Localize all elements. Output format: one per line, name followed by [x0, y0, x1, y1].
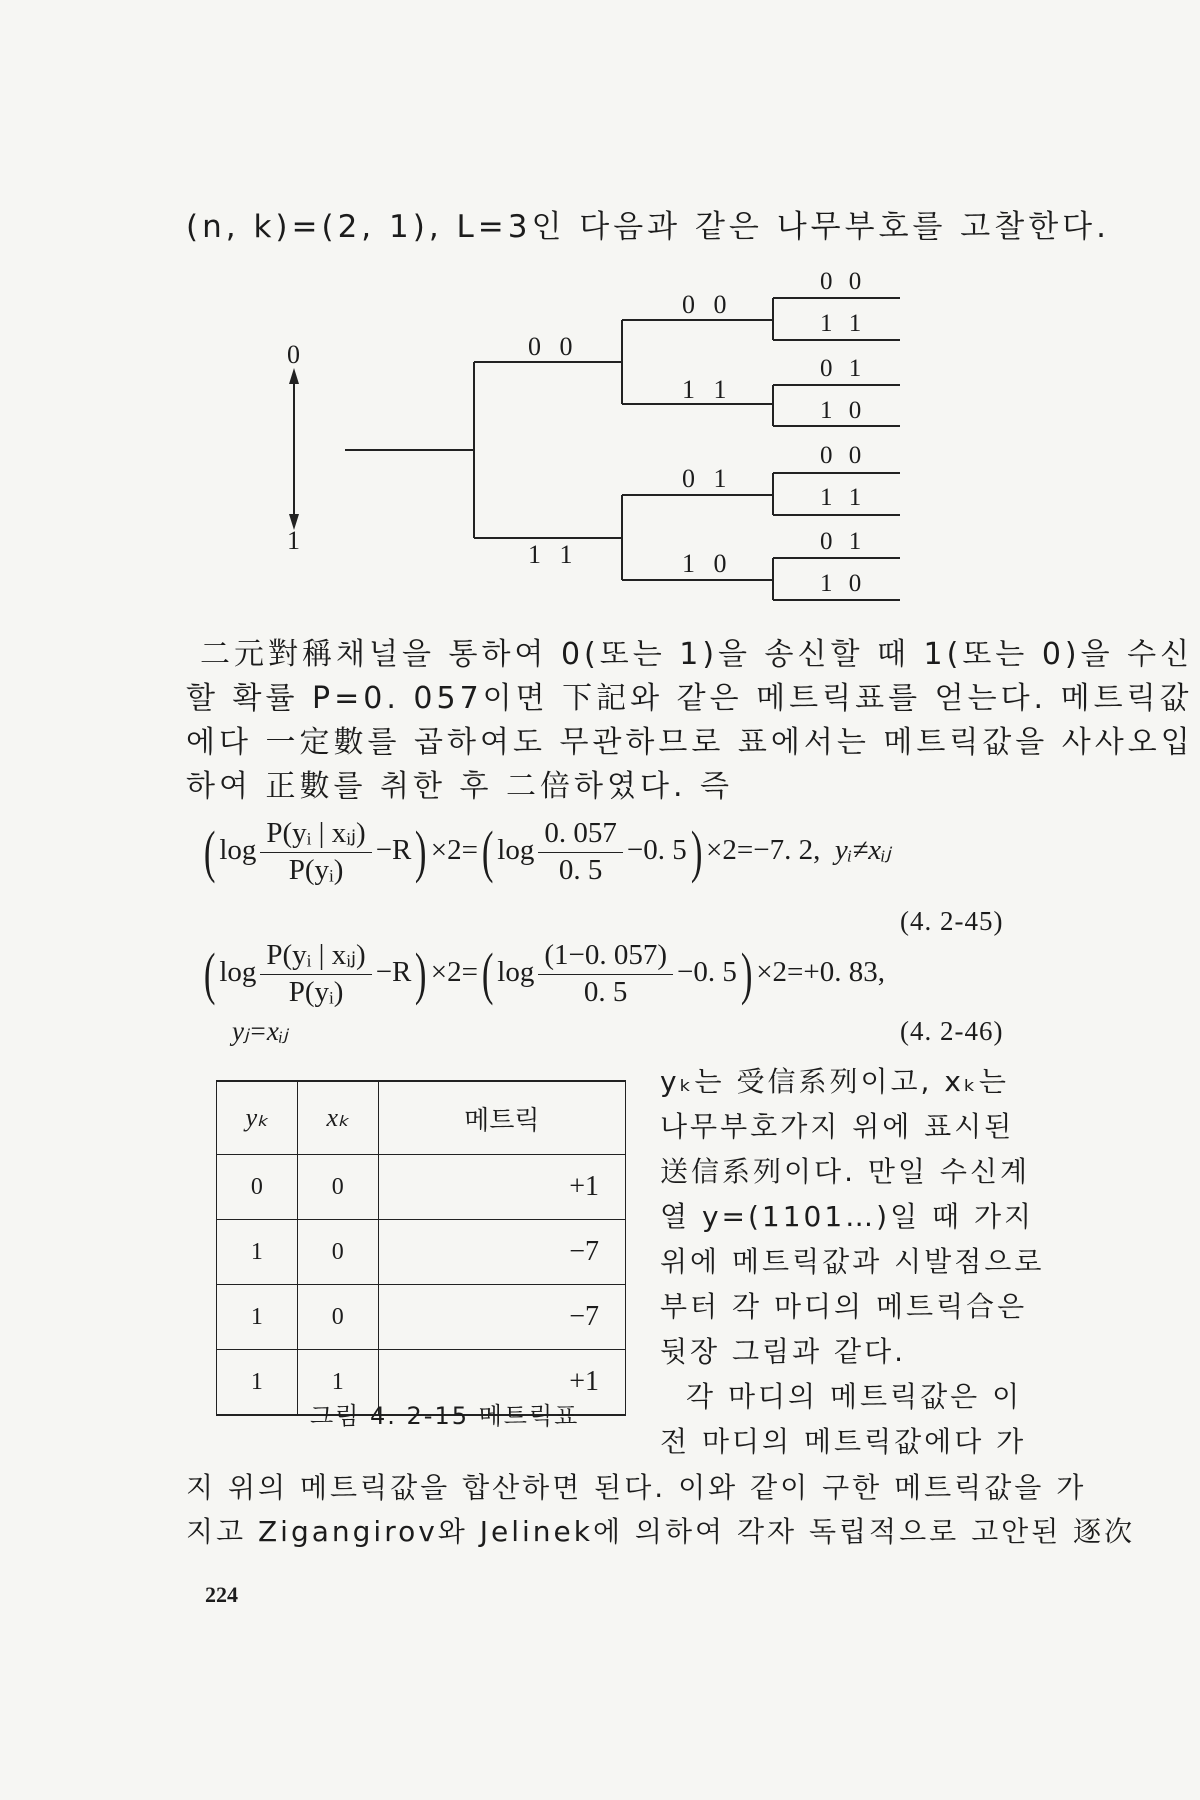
intro-line: (n, k)=(2, 1), L=3인 다음과 같은 나무부호를 고찰한다. — [186, 209, 1110, 245]
tree-label-l1-0: 0 0 — [528, 332, 579, 361]
tree-label-l3-0: 0 0 — [820, 268, 867, 295]
tree-label-l2-2: 0 1 — [682, 464, 733, 493]
table-header-row — [217, 1081, 626, 1155]
tree-label-l2-1: 1 1 — [682, 375, 733, 404]
side-text-line-1: yₖ는 受信系列이고, xₖ는 — [660, 1065, 1009, 1098]
table-row: 1 0 −7 — [217, 1285, 626, 1350]
header-yk: yₖ — [217, 1081, 298, 1155]
paragraph1-line-4: 하여 正數를 취한 후 二倍하였다. 즉 — [186, 769, 734, 804]
side-text-line-2: 나무부호가지 위에 표시된 — [660, 1110, 1015, 1143]
table-caption: 그림 4. 2-15 메트릭표 — [310, 1402, 580, 1430]
axis-top-label: 0 — [287, 340, 300, 369]
side-text-line-5: 위에 메트릭값과 시발점으로 — [660, 1245, 1045, 1278]
header-metric: 메트릭 — [378, 1081, 625, 1155]
tree-label-l3-2: 0 1 — [820, 355, 867, 382]
table-row: 1 1 +1 — [217, 1350, 626, 1416]
paragraph-end-line-2: 지고 Zigangirov와 Jelinek에 의하여 각자 독립적으로 고안된 逐次 — [186, 1515, 1136, 1548]
equation-number-46: (4. 2-46) — [900, 1016, 1004, 1046]
equation-number-45: (4. 2-45) — [900, 906, 1004, 936]
side-text-line-8: 각 마디의 메트릭값은 이 — [686, 1380, 1023, 1413]
table-row: 0 0 +1 — [217, 1155, 626, 1220]
paragraph1-line-2: 할 확률 P=0. 057이면 下記와 같은 메트릭표를 얻는다. 메트릭값 — [186, 681, 1193, 716]
table-row: 1 0 −7 — [217, 1220, 626, 1285]
axis-arrow-up — [289, 368, 299, 384]
tree-label-l2-3: 1 0 — [682, 549, 733, 578]
page-number: 224 — [205, 1582, 238, 1607]
side-text-line-3: 送信系列이다. 만일 수신계 — [660, 1155, 1031, 1188]
side-text-line-6: 부터 각 마디의 메트릭合은 — [660, 1290, 1028, 1323]
paragraph-end-line-1: 지 위의 메트릭값을 합산하면 된다. 이와 같이 구한 메트릭값을 가 — [186, 1471, 1087, 1504]
axis-bottom-label: 1 — [287, 526, 300, 555]
header-xk: xₖ — [297, 1081, 378, 1155]
side-text-line-4: 열 y=(1101…)일 때 가지 — [660, 1200, 1035, 1233]
side-text-line-9: 전 마디의 메트릭값에다 가 — [660, 1425, 1027, 1458]
equation-4-2-45: ( log $\frac{\text{P(yᵢ | xᵢⱼ)}}{\text{P(yᵢ)}}$ −R) ×2=( log $\frac{0. 057}{0. 5}$ −0. 5) ×2=−7. 2, yᵢ≠xᵢⱼ — [203, 817, 891, 886]
tree-label-l3-7: 1 0 — [820, 570, 867, 597]
code-tree-diagram — [0, 0, 1200, 650]
tree-label-l3-3: 1 0 — [820, 397, 867, 424]
paragraph1-line-1: 二元對稱채널을 통하여 0(또는 1)을 송신할 때 1(또는 0)을 수신 — [200, 637, 1194, 672]
tree-label-l2-0: 0 0 — [682, 290, 733, 319]
metric-table — [216, 1080, 626, 1416]
side-text-line-7: 뒷장 그림과 같다. — [660, 1335, 907, 1368]
tree-label-l1-1: 1 1 — [528, 540, 579, 569]
tree-label-l3-4: 0 0 — [820, 442, 867, 469]
equation-46-condition: yⱼ=xᵢⱼ — [232, 1016, 288, 1046]
tree-label-l3-6: 0 1 — [820, 528, 867, 555]
equation-4-2-46: ( log $\frac{\text{P(yᵢ | xᵢⱼ)}}{\text{P(yᵢ)}}$ −R) ×2=( log $\frac{(1-0. 057)}{0. 5}$ −0. 5) ×2=+0. 83, — [203, 939, 886, 1008]
tree-label-l3-5: 1 1 — [820, 484, 867, 511]
tree-label-l3-1: 1 1 — [820, 310, 867, 337]
paragraph1-line-3: 에다 一定數를 곱하여도 무관하므로 표에서는 메트릭값을 사사오입 — [186, 725, 1194, 760]
